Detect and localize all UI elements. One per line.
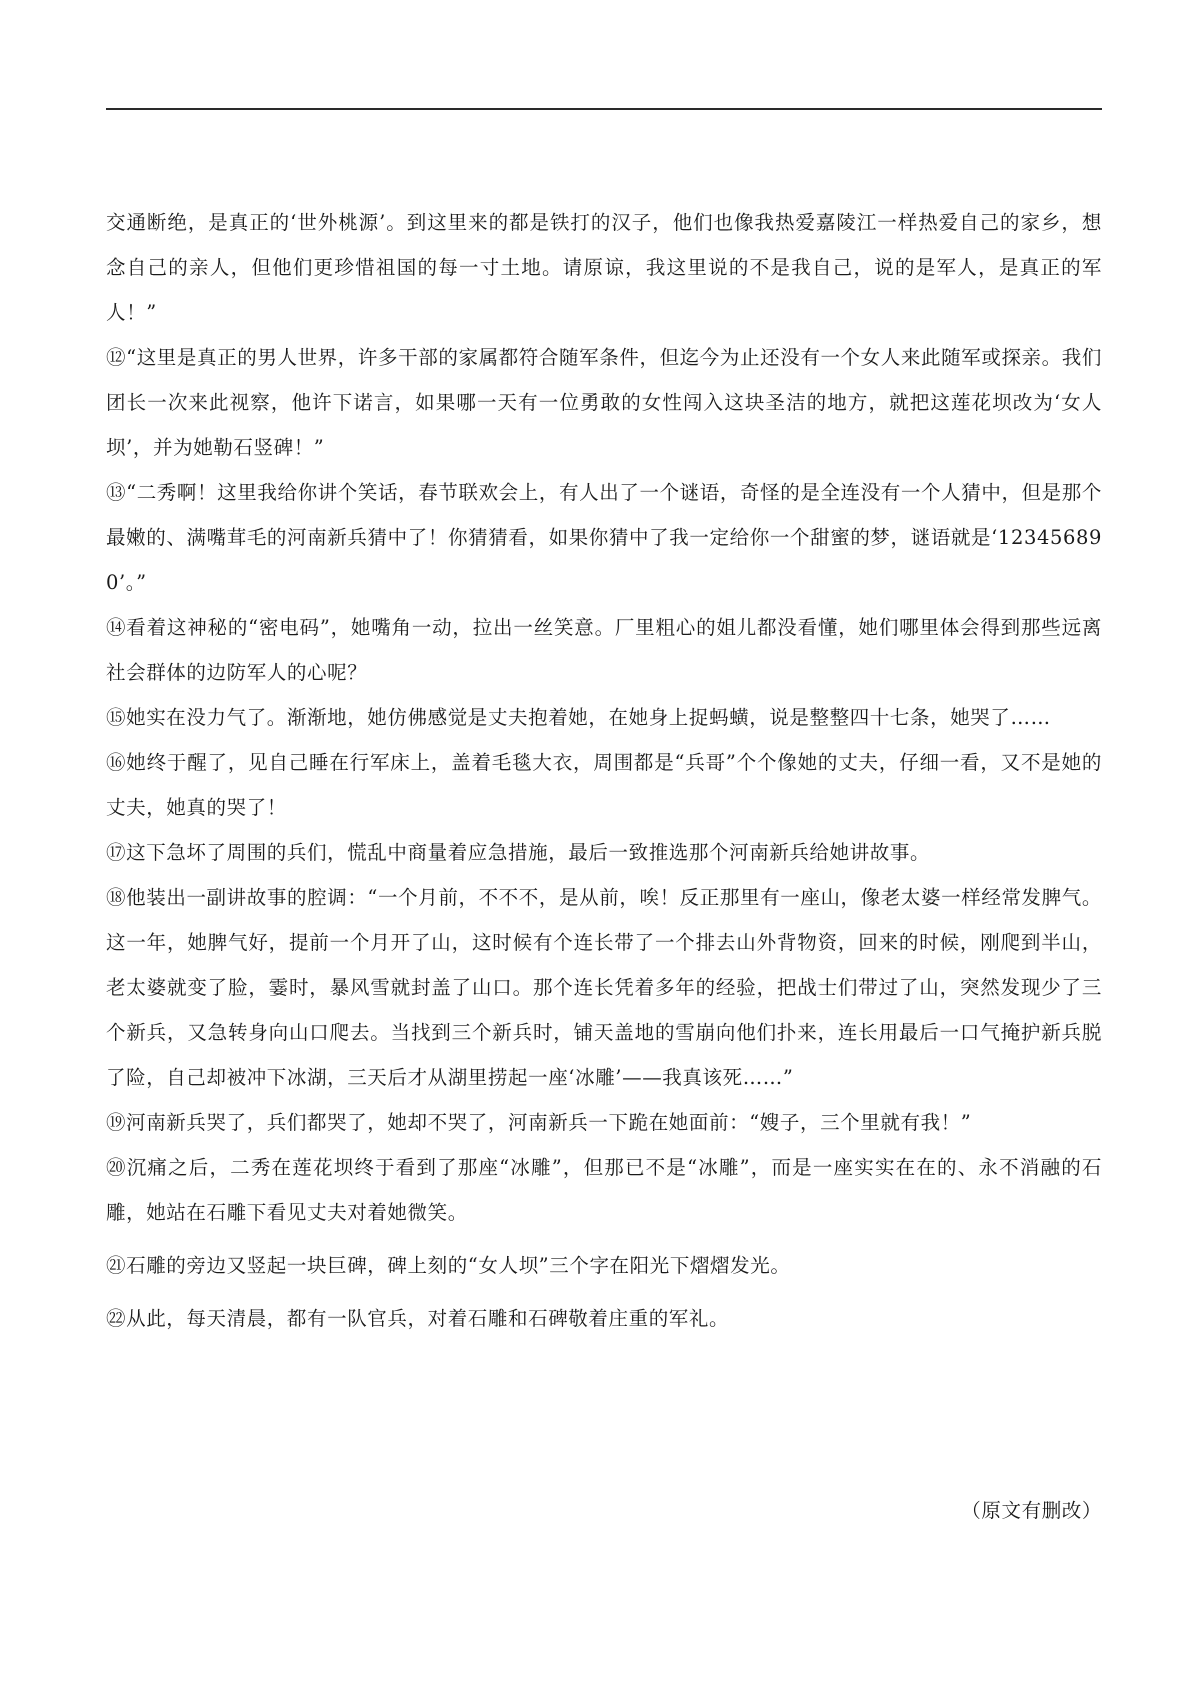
paragraph-21: ㉑石雕的旁边又竖起一块巨碑，碑上刻的“女人坝”三个字在阳光下熠熠发光。 xyxy=(106,1254,791,1277)
paragraph-17: ⑰这下急坏了周围的兵们，慌乱中商量着应急措施，最后一致推选那个河南新兵给她讲故事。 xyxy=(106,841,931,864)
paragraph-18: ⑱他装出一副讲故事的腔调：“一个月前，不不不，是从前，唉！反正那里有一座山，像老太婆一样经常发脾气。这一年，她脾气好，提前一个月开了山，这时候有个连长带了一个排去山外背物资，回来的时候，刚爬到半山，老太婆就变了脸，霎时，暴风雪就封盖了山口。那个连长凭着多年的经验，把战士们带过了山，突然发现少了三个新兵，又急转身向山口爬去。当找到三个新兵时，铺天盖地的雪崩向他们扑来，连长用最后一口气掩护新兵脱了险，自己却被冲下冰湖，三天后才从湖里捞起一座‘冰雕’——我真该死……” xyxy=(106,886,1102,1089)
paragraph-14: ⑭看着这神秘的“密电码”，她嘴角一动，拉出一丝笑意。厂里粗心的姐儿都没看懂，她们哪里体会得到那些远离社会群体的边防军人的心呢？ xyxy=(106,616,1102,684)
document-body xyxy=(106,200,1102,1341)
source-note: （原文有删改） xyxy=(961,1499,1102,1522)
paragraph-22: ㉒从此，每天清晨，都有一队官兵，对着石雕和石碑敬着庄重的军礼。 xyxy=(106,1307,730,1330)
paragraph-16: ⑯她终于醒了，见自己睡在行军床上，盖着毛毯大衣，周围都是“兵哥”个个像她的丈夫，仔细一看，又不是她的丈夫，她真的哭了！ xyxy=(106,751,1102,819)
paragraph-15: ⑮她实在没力气了。渐渐地，她仿佛感觉是丈夫抱着她，在她身上捉蚂蟥，说是整整四十七条，她哭了…… xyxy=(106,706,1051,729)
paragraph-13: ⑬“二秀啊！这里我给你讲个笑话，春节联欢会上，有人出了一个谜语，奇怪的是全连没有一个人猜中，但是那个最嫩的、满嘴茸毛的河南新兵猜中了！你猜猜看，如果你猜中了我一定给你一个甜蜜的梦，谜语就是‘123456890’。” xyxy=(106,481,1102,594)
header-rule xyxy=(106,108,1102,110)
paragraph-continued: 交通断绝，是真正的‘世外桃源’。到这里来的都是铁打的汉子，他们也像我热爱嘉陵江一样热爱自己的家乡，想念自己的亲人，但他们更珍惜祖国的每一寸土地。请原谅，我这里说的不是我自己，说的是军人，是真正的军人！” xyxy=(106,211,1102,324)
paragraph-20: ⑳沉痛之后，二秀在莲花坝终于看到了那座“冰雕”，但那已不是“冰雕”，而是一座实实在在的、永不消融的石雕，她站在石雕下看见丈夫对着她微笑。 xyxy=(106,1156,1102,1224)
paragraph-12: ⑫“这里是真正的男人世界，许多干部的家属都符合随军条件，但迄今为止还没有一个女人来此随军或探亲。我们团长一次来此视察，他许下诺言，如果哪一天有一位勇敢的女性闯入这块圣洁的地方，就把这莲花坝改为‘女人坝’，并为她勒石竖碑！” xyxy=(106,346,1102,459)
paragraph-19: ⑲河南新兵哭了，兵们都哭了，她却不哭了，河南新兵一下跪在她面前：“嫂子，三个里就有我！” xyxy=(106,1111,972,1134)
